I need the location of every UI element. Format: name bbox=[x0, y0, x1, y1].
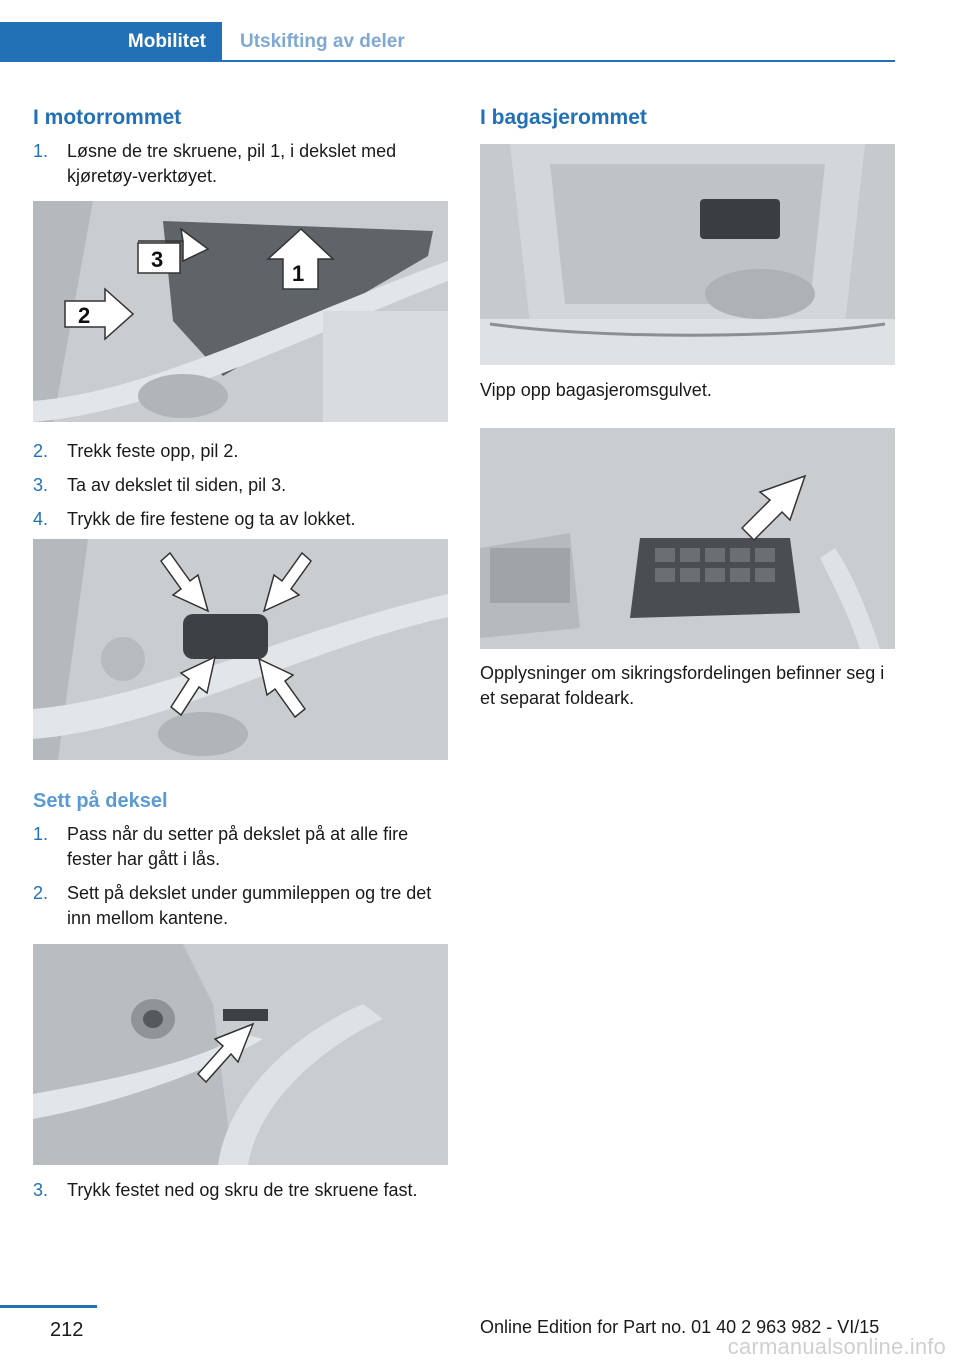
step-text: Trekk feste opp, pil 2. bbox=[67, 441, 239, 461]
list-item bbox=[33, 881, 443, 931]
svg-text:3: 3 bbox=[151, 247, 164, 272]
step-text: Trykk festet ned og skru de tre skruene fast. bbox=[67, 1180, 418, 1200]
step-number: 2. bbox=[33, 441, 49, 461]
list-item bbox=[33, 439, 443, 464]
rubber-clip bbox=[223, 1009, 268, 1021]
subheading-sett-pa-deksel: Sett på deksel bbox=[33, 790, 168, 812]
tab-mobilitet-label: Mobilitet bbox=[127, 31, 206, 52]
figure-rubber-seal-arrow bbox=[33, 944, 448, 1165]
instruction-flip-floor: Vipp opp bagasjeromsgulvet. bbox=[480, 380, 712, 400]
page-number: 212 bbox=[50, 1319, 84, 1341]
footer-rule bbox=[0, 1305, 97, 1308]
list-item bbox=[33, 507, 443, 532]
figure-four-clips-arrows bbox=[33, 539, 448, 760]
step-text: Pass når du setter på dekslet på at alle fire fester har gått i lås. bbox=[67, 824, 409, 869]
fuse-box-illustration bbox=[480, 428, 895, 649]
section-heading-bagasjerommet: I bagasjerommet bbox=[480, 106, 647, 129]
svg-text:2: 2 bbox=[78, 303, 91, 328]
trunk-illustration bbox=[480, 144, 895, 365]
fuse-box bbox=[700, 199, 780, 239]
steps-list-d bbox=[33, 1178, 443, 1212]
step-number: 3. bbox=[33, 1180, 49, 1200]
list-item bbox=[33, 1178, 443, 1203]
figure-engine-cover-arrows bbox=[33, 201, 448, 422]
section-heading-motorrommet: I motorrommet bbox=[33, 106, 182, 129]
figure-trunk-fuse-box bbox=[480, 144, 895, 365]
steps-list-a bbox=[33, 139, 443, 198]
edition-line: Online Edition for Part no. 01 40 2 963 982 - VI/15 bbox=[480, 1317, 880, 1337]
svg-text:1: 1 bbox=[292, 261, 305, 286]
tab-utskifting-av-deler[interactable]: Utskifting av deler bbox=[240, 31, 405, 52]
step-text: Trykk de fire festene og ta av lokket. bbox=[67, 509, 356, 529]
list-item bbox=[33, 473, 443, 498]
step-number: 3. bbox=[33, 475, 49, 495]
step-number: 1. bbox=[33, 824, 49, 844]
list-item bbox=[33, 139, 443, 189]
fuse-lid-illustration bbox=[33, 539, 448, 760]
figure-fuse-box-arrow bbox=[480, 428, 895, 649]
steps-list-c bbox=[33, 822, 443, 940]
engine-bay-illustration bbox=[33, 201, 448, 422]
step-number: 1. bbox=[33, 141, 49, 161]
header-rule bbox=[0, 60, 895, 62]
step-number: 2. bbox=[33, 883, 49, 903]
chapter-tab-bar bbox=[0, 22, 895, 62]
step-text: Ta av dekslet til siden, pil 3. bbox=[67, 475, 287, 495]
step-text: Løsne de tre skruene, pil 1, i dekslet med kjøretøy-verktøyet. bbox=[67, 141, 397, 186]
steps-list-b bbox=[33, 439, 443, 541]
rubber-seal-illustration bbox=[33, 944, 448, 1165]
fuse-lid bbox=[183, 614, 268, 659]
watermark: carmanualsonline.info bbox=[727, 1334, 946, 1359]
tab-mobilitet[interactable] bbox=[0, 22, 222, 62]
list-item bbox=[33, 822, 443, 872]
instruction-fuse-info: Opplysninger om sikringsfordelingen befinner seg i et separat foldeark. bbox=[480, 663, 885, 708]
step-number: 4. bbox=[33, 509, 49, 529]
step-text: Sett på dekslet under gummileppen og tre det inn mellom kantene. bbox=[67, 883, 432, 928]
